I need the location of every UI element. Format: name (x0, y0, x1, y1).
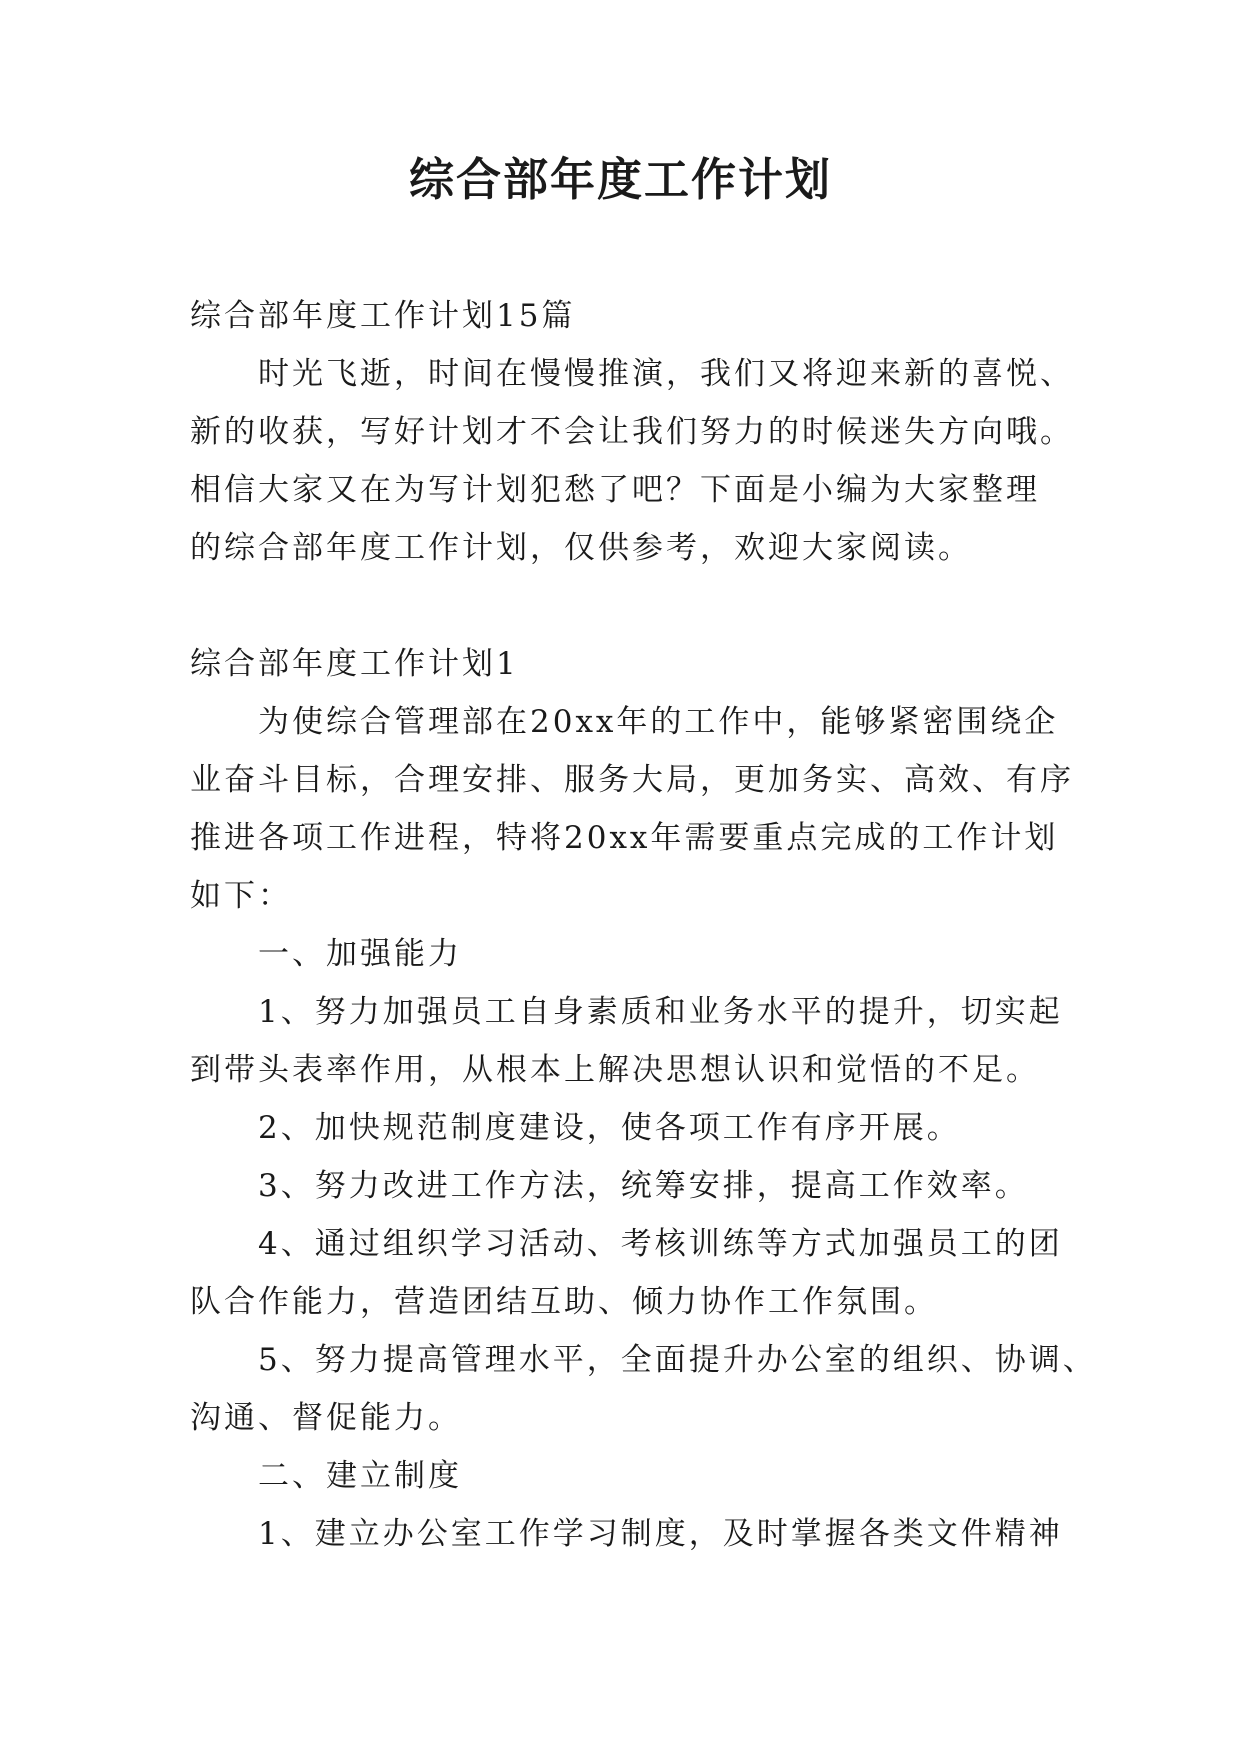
paragraph-line: 为使综合管理部在20xx年的工作中，能够紧密围绕企 (258, 704, 1059, 740)
paragraph-spacer (190, 577, 1070, 635)
list-item-line: 5、努力提高管理水平，全面提升办公室的组织、协调、 (258, 1342, 1097, 1378)
list-item-line: 3、努力改进工作方法，统筹安排，提高工作效率。 (258, 1168, 1029, 1204)
subsection-heading: 二、建立制度 (258, 1458, 462, 1494)
intro-paragraph-line: 的综合部年度工作计划，仅供参考，欢迎大家阅读。 (190, 530, 972, 566)
intro-paragraph-line: 时光飞逝，时间在慢慢推演，我们又将迎来新的喜悦、 (258, 356, 1074, 392)
paragraph-line: 业奋斗目标，合理安排、服务大局，更加务实、高效、有序 (190, 762, 1074, 798)
list-item-line: 1、建立办公室工作学习制度，及时掌握各类文件精神 (258, 1516, 1063, 1552)
list-item-line: 队合作能力，营造团结互助、倾力协作工作氛围。 (190, 1284, 938, 1320)
document-title: 综合部年度工作计划 (408, 153, 832, 206)
list-item-line: 2、加快规范制度建设，使各项工作有序开展。 (258, 1110, 961, 1146)
paragraph-line: 推进各项工作进程，特将20xx年需要重点完成的工作计划 (190, 820, 1059, 856)
list-item-line: 1、努力加强员工自身素质和业务水平的提升，切实起 (258, 994, 1063, 1030)
list-item-line: 沟通、督促能力。 (190, 1400, 462, 1436)
list-item-line: 到带头表率作用，从根本上解决思想认识和觉悟的不足。 (190, 1052, 1040, 1088)
list-item-line: 4、通过组织学习活动、考核训练等方式加强员工的团 (258, 1226, 1063, 1262)
intro-paragraph-line: 新的收获，写好计划才不会让我们努力的时候迷失方向哦。 (190, 414, 1074, 450)
subsection-heading: 一、加强能力 (258, 936, 462, 972)
intro-paragraph-line: 相信大家又在为写计划犯愁了吧？下面是小编为大家整理 (190, 472, 1040, 508)
section-heading: 综合部年度工作计划1 (190, 646, 519, 682)
document-body (190, 287, 1097, 1563)
paragraph-line: 如下： (190, 878, 292, 914)
subtitle-line: 综合部年度工作计划15篇 (190, 298, 576, 334)
